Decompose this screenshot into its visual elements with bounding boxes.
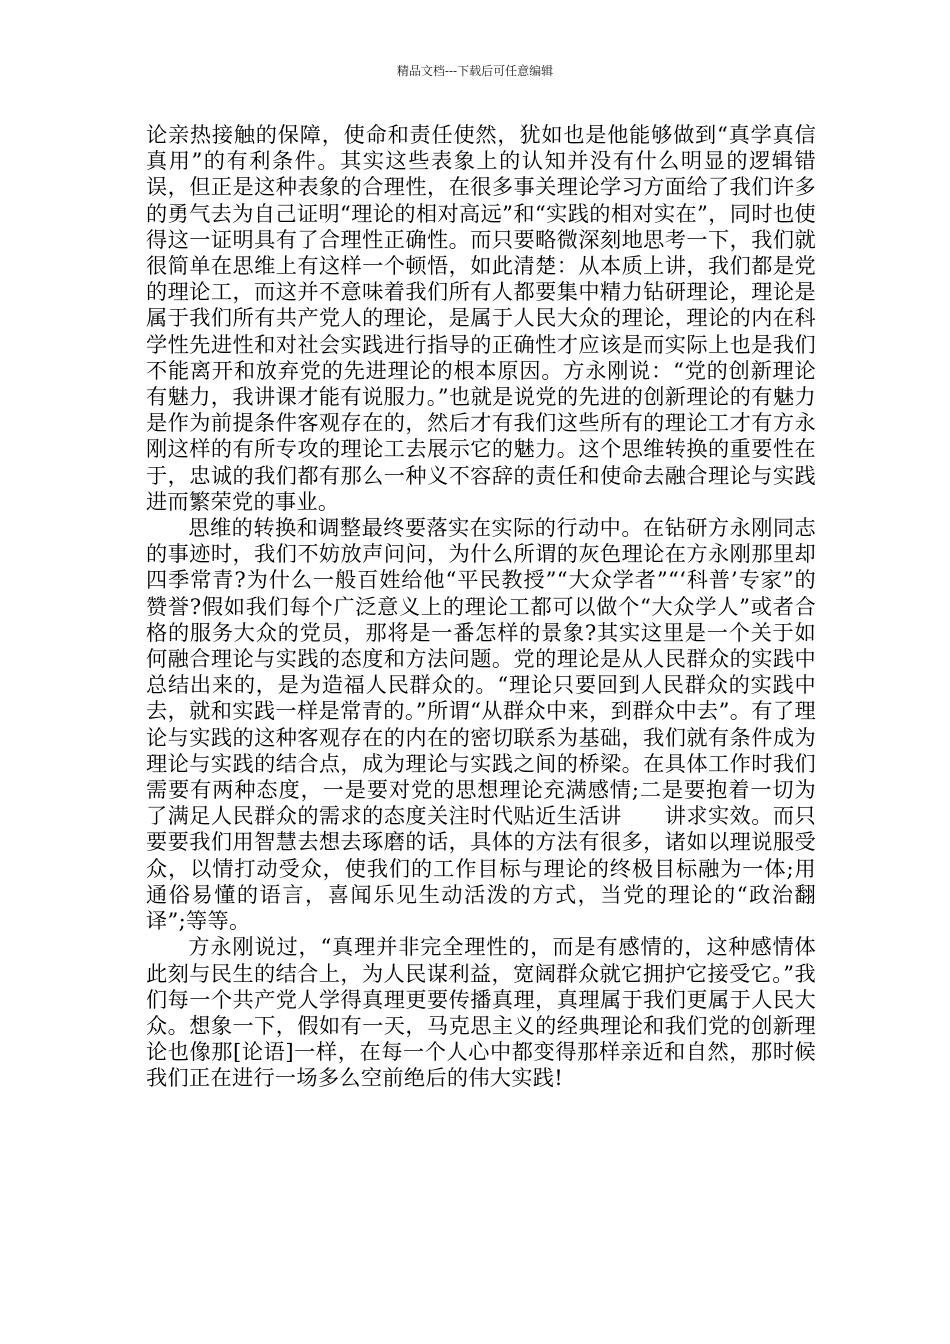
document-body bbox=[146, 122, 816, 1092]
paragraph-2: 思维的转换和调整最终要落实在实际的行动中。在钻研方永刚同志的事迹时，我们不妨放声问问，为什么所谓的灰色理论在方永刚那里却四季常青?为什么一般百姓给他“平民教授”“大众学者”“‘科普’专家”的赞誉?假如我们每个广泛意义上的理论工都可以做个“大众学人”或者合格的服务大众的党员，那将是一番怎样的景象?其实这里是一个关于如何融合理论与实践的态度和方法问题。党的理论是从人民群众的实践中总结出来的，是为造福人民群众的。“理论只要回到人民群众的实践中去，就和实践一样是常青的。”所谓“从群众中来，到群众中去”。有了理论与实践的这种客观存在的内在的密切联系为基础，我们就有条件成为理论与实践的结合点，成为理论与实践之间的桥梁。在具体工作时我们需要有两种态度，一是要对党的思想理论充满感情;二是要抱着一切为了满足人民群众的需求的态度关注时代贴近生活讲 讲求实效。而只要要我们用智慧去想去琢磨的话，具体的方法有很多，诸如以理说服受众，以情打动受众，使我们的工作目标与理论的终极目标融为一体;用通俗易懂的语言，喜闻乐见生动活泼的方式，当党的理论的“政治翻译”;等等。 bbox=[146, 515, 816, 934]
paragraph-3: 方永刚说过，“真理并非完全理性的，而是有感情的，这种感情体此刻与民生的结合上，为人民谋利益，宽阔群众就它拥护它接受它。”我们每一个共产党人学得真理更要传播真理，真理属于我们更属于人民大众。想象一下，假如有一天，马克思主义的经典理论和我们党的创新理论也像那[论语]一样，在每一个人心中都变得那样亲近和自然，那时候我们正在进行一场多么空前绝后的伟大实践! bbox=[146, 934, 816, 1091]
page-header: 精品文档---下载后可任意编辑 bbox=[396, 64, 554, 78]
paragraph-1: 论亲热接触的保障，使命和责任使然，犹如也是他能够做到“真学真信真用”的有利条件。其实这些表象上的认知并没有什么明显的逻辑错误，但正是这种表象的合理性，在很多事关理论学习方面给了我们许多的勇气去为自己证明“理论的相对高远”和“实践的相对实在”，同时也使得这一证明具有了合理性正确性。而只要略微深刻地思考一下，我们就很简单在思维上有这样一个顿悟，如此清楚：从本质上讲，我们都是党的理论工，而这并不意味着我们所有人都要集中精力钻研理论，理论是属于我们所有共产党人的理论，是属于人民大众的理论，理论的内在科学性先进性和对社会实践进行指导的正确性才应该是而实际上也是我们不能离开和放弃党的先进理论的根本原因。方永刚说：“党的创新理论有魅力，我讲课才能有说服力。”也就是说党的先进的创新理论的有魅力是作为前提条件客观存在的，然后才有我们这些所有的理论工才有方永刚这样的有所专攻的理论工去展示它的魅力。这个思维转换的重要性在于，忠诚的我们都有那么一种义不容辞的责任和使命去融合理论与实践进而繁荣党的事业。 bbox=[146, 122, 816, 514]
